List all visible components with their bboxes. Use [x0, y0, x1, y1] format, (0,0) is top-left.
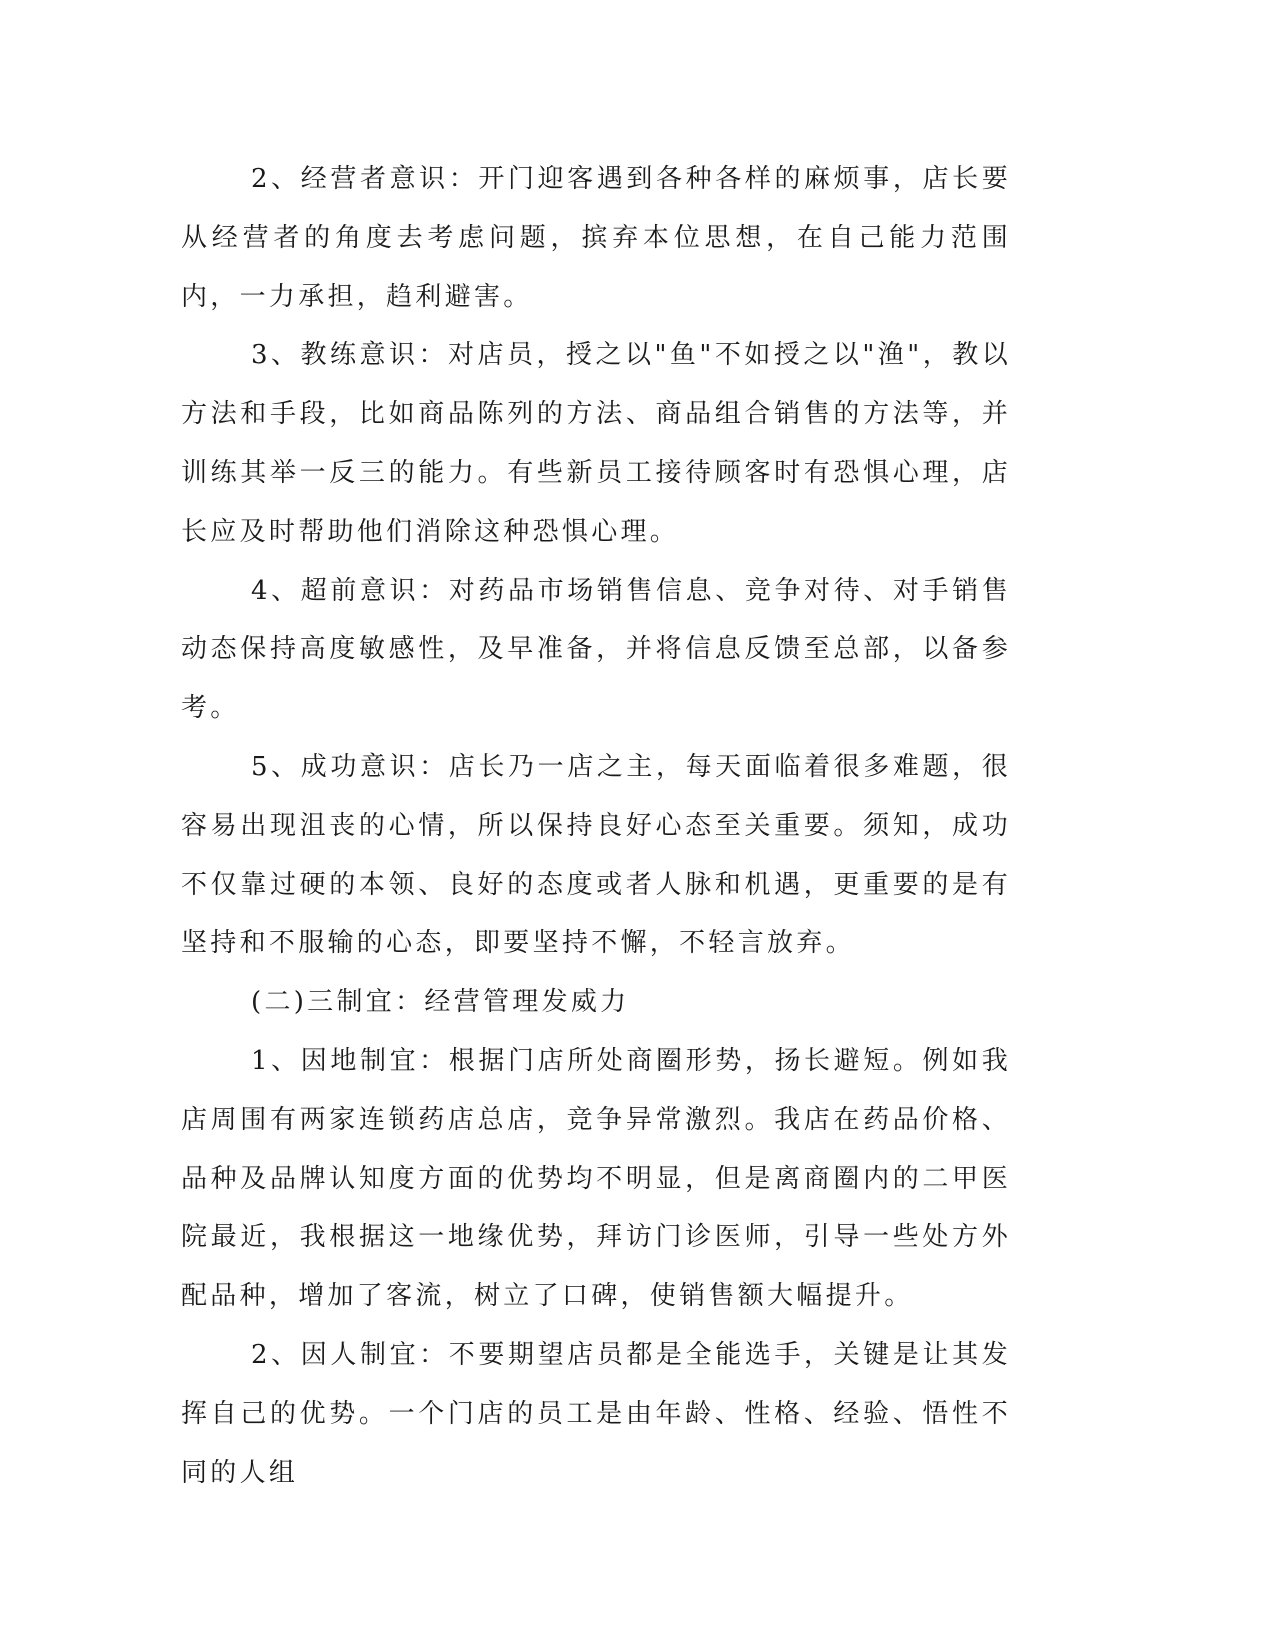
paragraph-people-strategy: 2、因人制宜：不要期望店员都是全能选手，关键是让其发挥自己的优势。一个门店的员工是由年龄、性格、经验、悟性不同的人组: [181, 1339, 1011, 1488]
paragraph-success-awareness: 5、成功意识：店长乃一店之主，每天面临着很多难题，很容易出现沮丧的心情，所以保持良好心态至关重要。须知，成功不仅靠过硬的本领、良好的态度或者人脉和机遇，更重要的是有坚持和不服输的心态，即要坚持不懈，不轻言放弃。: [181, 751, 1011, 959]
paragraph-forward-awareness: 4、超前意识：对药品市场销售信息、竞争对待、对手销售动态保持高度敏感性，及早准备，并将信息反馈至总部，以备参考。: [181, 575, 1011, 724]
document-page: [181, 150, 1011, 1502]
paragraph-location-strategy: 1、因地制宜：根据门店所处商圈形势，扬长避短。例如我店周围有两家连锁药店总店，竞争异常激烈。我店在药品价格、品种及品牌认知度方面的优势均不明显，但是离商圈内的二甲医院最近，我根据这一地缘优势，拜访门诊医师，引导一些处方外配品种，增加了客流，树立了口碑，使销售额大幅提升。: [181, 1045, 1011, 1312]
paragraph-coach-awareness: 3、教练意识：对店员，授之以"鱼"不如授之以"渔"，教以方法和手段，比如商品陈列的方法、商品组合销售的方法等，并训练其举一反三的能力。有些新员工接待顾客时有恐惧心理，店长应及时帮助他们消除这种恐惧心理。: [181, 340, 1011, 547]
section-heading: (二)三制宜：经营管理发威力: [251, 987, 630, 1018]
paragraph-business-awareness: 2、经营者意识：开门迎客遇到各种各样的麻烦事，店长要从经营者的角度去考虑问题，摈弃本位思想，在自己能力范围内，一力承担，趋利避害。: [181, 164, 1011, 312]
